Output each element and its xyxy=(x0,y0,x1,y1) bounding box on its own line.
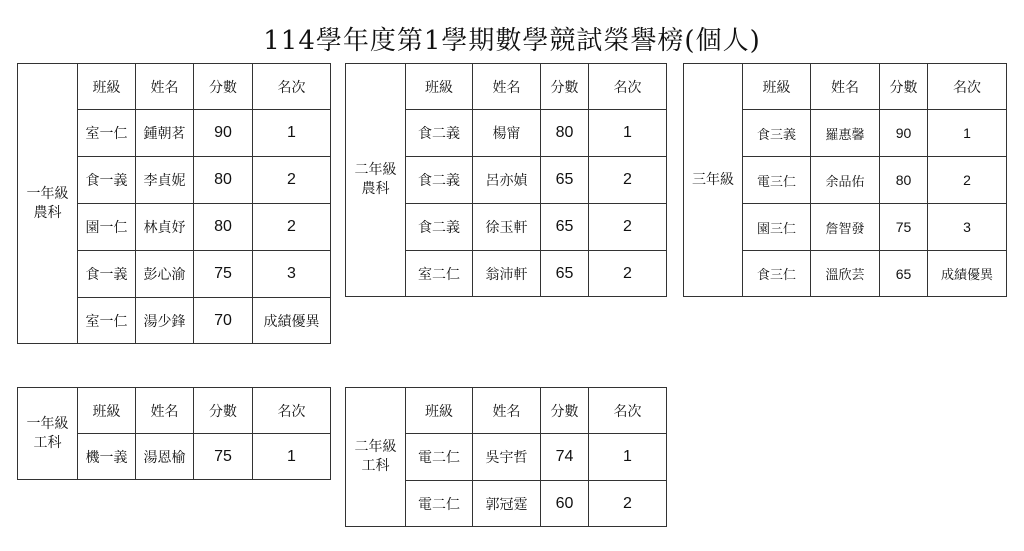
cell-name: 李貞妮 xyxy=(136,157,194,204)
header-class: 班級 xyxy=(78,64,136,110)
cell-name: 湯少鋒 xyxy=(136,298,194,344)
dept-cell xyxy=(684,64,743,297)
cell-score: 80 xyxy=(194,157,253,204)
honor-table-grade2-eng xyxy=(345,387,667,527)
cell-score: 90 xyxy=(880,110,928,157)
cell-score: 75 xyxy=(194,251,253,298)
cell-class: 電二仁 xyxy=(406,481,473,527)
cell-name: 詹智發 xyxy=(811,204,880,251)
cell-rank: 2 xyxy=(928,157,1007,204)
header-name: 姓名 xyxy=(811,64,880,110)
cell-name: 楊甯 xyxy=(473,110,541,157)
cell-class: 食一義 xyxy=(78,157,136,204)
dept-cell xyxy=(346,388,406,527)
cell-class: 食一義 xyxy=(78,251,136,298)
header-rank: 名次 xyxy=(589,64,667,110)
cell-rank: 2 xyxy=(589,481,667,527)
cell-rank: 2 xyxy=(589,157,667,204)
cell-class: 室一仁 xyxy=(78,110,136,157)
honor-table-grade2-agri xyxy=(345,63,667,297)
header-rank: 名次 xyxy=(253,388,331,434)
cell-score: 80 xyxy=(541,110,589,157)
header-rank: 名次 xyxy=(589,388,667,434)
cell-class: 食三仁 xyxy=(743,251,811,297)
honor-table-grade1-eng xyxy=(17,387,331,480)
cell-score: 70 xyxy=(194,298,253,344)
cell-name: 林貞妤 xyxy=(136,204,194,251)
cell-rank: 2 xyxy=(253,157,331,204)
cell-name: 徐玉軒 xyxy=(473,204,541,251)
cell-rank: 3 xyxy=(253,251,331,298)
cell-rank: 1 xyxy=(589,434,667,481)
header-name: 姓名 xyxy=(136,64,194,110)
header-rank: 名次 xyxy=(253,64,331,110)
cell-name: 郭冠霆 xyxy=(473,481,541,527)
cell-rank: 1 xyxy=(253,110,331,157)
honor-table-grade1-agri xyxy=(17,63,331,344)
header-class: 班級 xyxy=(743,64,811,110)
cell-score: 65 xyxy=(541,157,589,204)
cell-name: 羅惠馨 xyxy=(811,110,880,157)
header-score: 分數 xyxy=(541,388,589,434)
cell-rank: 1 xyxy=(928,110,1007,157)
cell-class: 電二仁 xyxy=(406,434,473,481)
cell-class: 機一義 xyxy=(78,434,136,480)
cell-score: 65 xyxy=(541,204,589,251)
cell-class: 食二義 xyxy=(406,157,473,204)
dept-label: 農科 xyxy=(33,204,62,221)
page-title: 114學年度第1學期數學競試榮譽榜(個人) xyxy=(263,26,761,56)
dept-label: 一年級 xyxy=(26,415,69,432)
header-name: 姓名 xyxy=(136,388,194,434)
cell-score: 65 xyxy=(880,251,928,297)
cell-score: 60 xyxy=(541,481,589,527)
cell-name: 湯恩榆 xyxy=(136,434,194,480)
dept-label: 二年級 xyxy=(354,162,397,178)
header-score: 分數 xyxy=(194,64,253,110)
cell-class: 園三仁 xyxy=(743,204,811,251)
cell-class: 食二義 xyxy=(406,110,473,157)
dept-label: 一年級 xyxy=(26,185,69,202)
dept-label: 三年級 xyxy=(692,171,734,188)
cell-rank: 2 xyxy=(589,251,667,297)
cell-score: 80 xyxy=(880,157,928,204)
header-score: 分數 xyxy=(541,64,589,110)
header-rank: 名次 xyxy=(928,64,1007,110)
cell-name: 彭心渝 xyxy=(136,251,194,298)
cell-class: 室一仁 xyxy=(78,298,136,344)
cell-class: 室二仁 xyxy=(406,251,473,297)
dept-cell xyxy=(18,388,78,480)
cell-rank: 成績優異 xyxy=(928,251,1007,297)
dept-cell xyxy=(18,64,78,344)
dept-label: 工科 xyxy=(33,434,62,451)
cell-rank: 1 xyxy=(253,434,331,480)
dept-label: 二年級 xyxy=(354,439,397,455)
cell-name: 鍾朝茗 xyxy=(136,110,194,157)
cell-score: 75 xyxy=(194,434,253,480)
cell-class: 電三仁 xyxy=(743,157,811,204)
cell-score: 75 xyxy=(880,204,928,251)
header-class: 班級 xyxy=(78,388,136,434)
cell-score: 90 xyxy=(194,110,253,157)
cell-score: 65 xyxy=(541,251,589,297)
dept-label: 工科 xyxy=(361,458,390,474)
dept-label: 農科 xyxy=(361,181,390,197)
header-class: 班級 xyxy=(406,64,473,110)
cell-name: 呂亦媜 xyxy=(473,157,541,204)
cell-name: 翁沛軒 xyxy=(473,251,541,297)
cell-name: 余品佑 xyxy=(811,157,880,204)
cell-name: 溫欣芸 xyxy=(811,251,880,297)
header-class: 班級 xyxy=(406,388,473,434)
cell-score: 80 xyxy=(194,204,253,251)
header-score: 分數 xyxy=(194,388,253,434)
cell-rank: 成績優異 xyxy=(253,298,331,344)
dept-cell xyxy=(346,64,406,297)
cell-class: 食二義 xyxy=(406,204,473,251)
cell-rank: 3 xyxy=(928,204,1007,251)
header-score: 分數 xyxy=(880,64,928,110)
cell-name: 吳宇哲 xyxy=(473,434,541,481)
header-name: 姓名 xyxy=(473,64,541,110)
cell-rank: 2 xyxy=(253,204,331,251)
cell-class: 食三義 xyxy=(743,110,811,157)
header-name: 姓名 xyxy=(473,388,541,434)
honor-table-grade3 xyxy=(683,63,1007,297)
cell-score: 74 xyxy=(541,434,589,481)
cell-class: 園一仁 xyxy=(78,204,136,251)
cell-rank: 2 xyxy=(589,204,667,251)
cell-rank: 1 xyxy=(589,110,667,157)
